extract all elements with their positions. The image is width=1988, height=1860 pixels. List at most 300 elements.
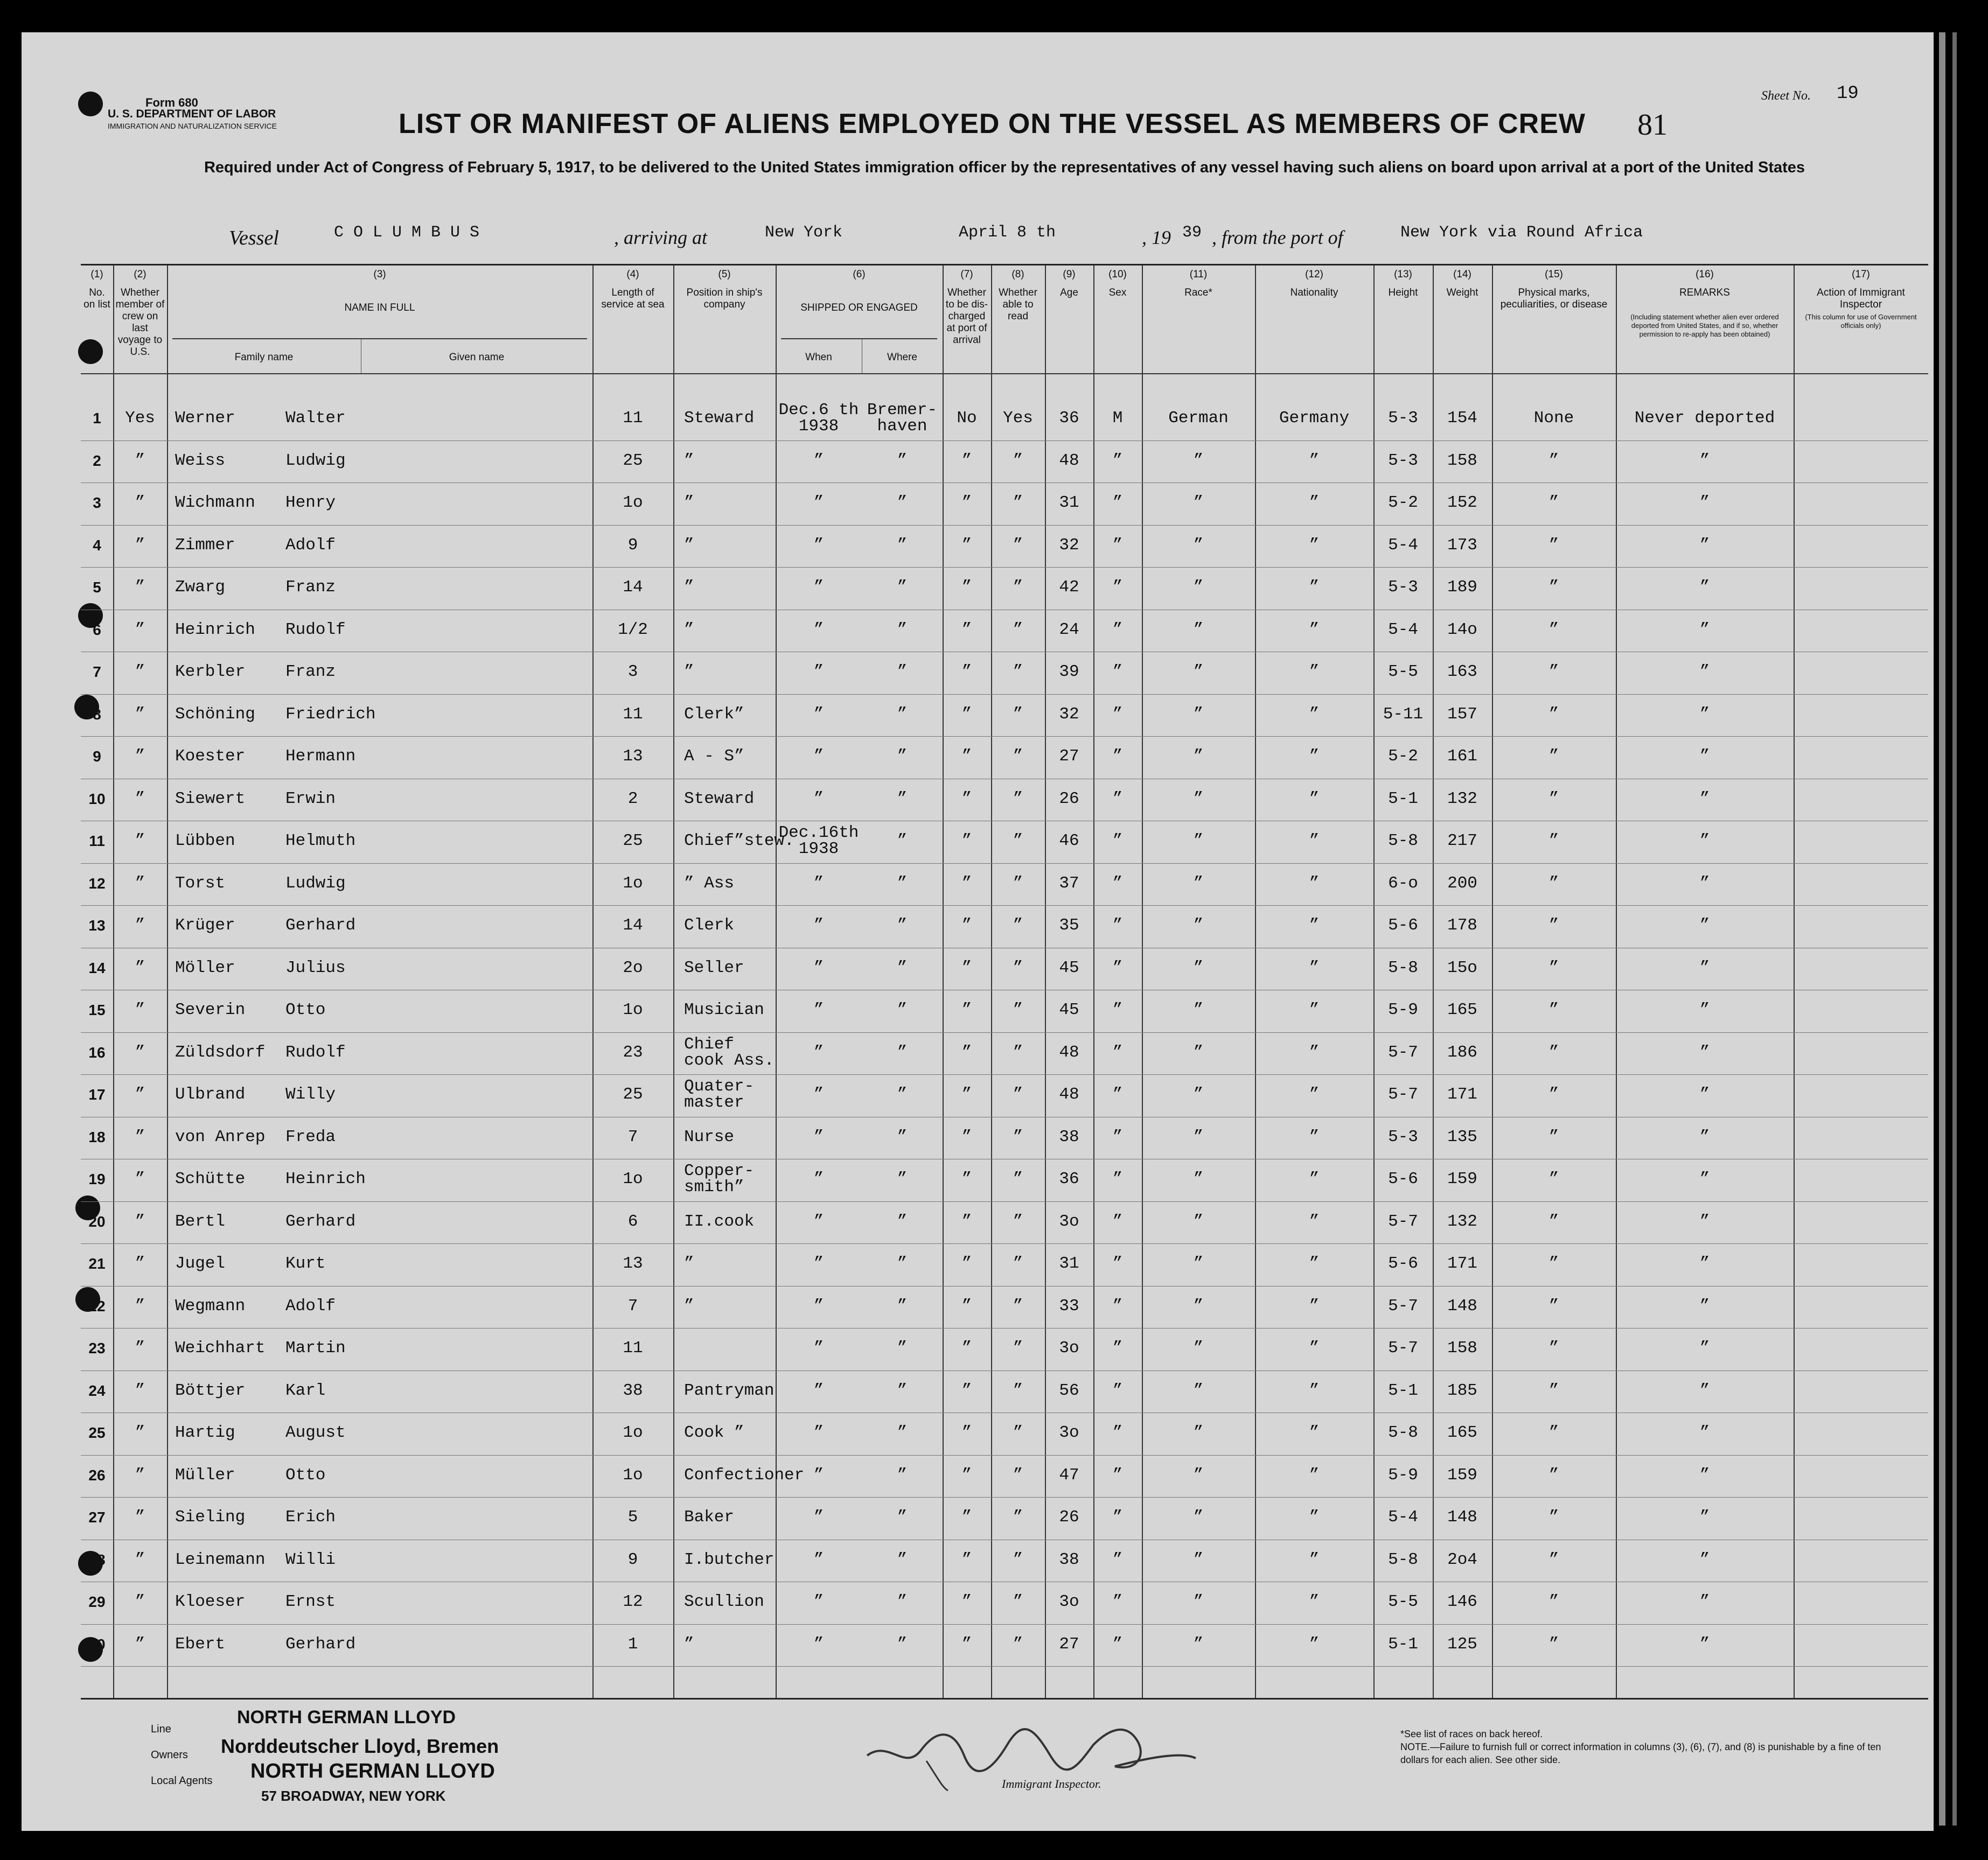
cell-weight: 15o [1447, 958, 1477, 977]
cell-weight: 158 [1447, 1339, 1477, 1358]
cell-remarks: ” [1699, 620, 1710, 639]
cell-weight: 163 [1447, 662, 1477, 681]
cell-no: 6 [93, 621, 101, 638]
cell-prev: ” [135, 535, 145, 555]
cell-service: 13 [623, 1254, 643, 1273]
cell-where: ” [897, 1043, 908, 1062]
cell-sex: ” [1112, 451, 1123, 470]
agents-stamp: NORTH GERMAN LLOYD [250, 1760, 495, 1782]
cell-no: 9 [93, 748, 101, 765]
cell-service: 14 [623, 578, 643, 597]
table-row [81, 865, 1928, 906]
cell-family: Zimmer [175, 535, 235, 555]
cell-prev: ” [135, 1339, 145, 1358]
cell-prev: ” [135, 1508, 145, 1527]
cell-age: 45 [1059, 958, 1079, 977]
cell-weight: 200 [1447, 873, 1477, 893]
cell-remarks: ” [1699, 1001, 1710, 1019]
cell-height: 5-2 [1388, 493, 1418, 512]
table-row [81, 781, 1928, 821]
line-label: Line [151, 1723, 171, 1735]
table-row [81, 823, 1928, 863]
cell-sex: ” [1112, 1127, 1123, 1146]
cell-position: Pantryman [684, 1381, 775, 1400]
cell-service: 25 [623, 451, 643, 470]
cell-sex: ” [1112, 873, 1123, 893]
cell-marks: ” [1548, 1508, 1559, 1527]
cell-nationality: ” [1309, 873, 1320, 893]
cell-height: 5-6 [1388, 1170, 1418, 1188]
cell-given: Franz [285, 662, 336, 681]
cell-where: ” [897, 1423, 908, 1442]
cell-remarks: Never deported [1634, 409, 1775, 428]
cell-remarks: ” [1699, 662, 1710, 681]
cell-height: 5-1 [1388, 1634, 1418, 1654]
vessel-label: Vessel [229, 227, 279, 249]
cell-family: Lübben [175, 831, 235, 850]
cell-family: Müller [175, 1465, 235, 1485]
cell-when: ” [813, 1634, 824, 1654]
cell-when: ” [813, 789, 824, 808]
column-header: Race* [1184, 287, 1212, 298]
cell-marks: ” [1548, 1085, 1559, 1104]
column-subheader: Family name [234, 352, 294, 363]
cell-nationality: ” [1309, 1212, 1320, 1231]
cell-height: 5-5 [1388, 1592, 1418, 1611]
cell-race: ” [1193, 1127, 1204, 1146]
cell-prev: ” [135, 1550, 145, 1569]
table-row [81, 527, 1928, 568]
cell-nationality: ” [1309, 1592, 1320, 1611]
cell-no: 29 [88, 1593, 106, 1610]
cell-nationality: ” [1309, 1170, 1320, 1188]
cell-sex: ” [1112, 1592, 1123, 1611]
cell-family: Kloeser [175, 1592, 246, 1611]
cell-given: Walter [285, 409, 346, 428]
cell-prev: ” [135, 747, 145, 766]
column-number: (14) [1453, 269, 1471, 280]
column-number: (2) [134, 269, 147, 280]
cell-read: ” [1013, 873, 1023, 893]
cell-weight: 154 [1447, 409, 1477, 428]
sheet-number: 19 [1837, 83, 1859, 104]
cell-family: Weiss [175, 451, 226, 470]
column-header: Weight [1446, 287, 1478, 298]
cell-where: ” [897, 493, 908, 512]
cell-nationality: ” [1309, 1381, 1320, 1400]
owners-label: Owners [151, 1749, 188, 1761]
cell-remarks: ” [1699, 747, 1710, 766]
cell-where: ” [897, 831, 908, 850]
cell-discharged: ” [961, 1212, 972, 1231]
cell-discharged: ” [961, 831, 972, 850]
cell-sex: ” [1112, 1423, 1123, 1442]
cell-sex: ” [1112, 535, 1123, 555]
cell-sex: ” [1112, 747, 1123, 766]
column-number: (12) [1305, 269, 1323, 280]
cell-position: Clerk” [684, 704, 744, 724]
table-row [81, 1288, 1928, 1328]
cell-discharged: No [957, 409, 977, 428]
cell-family: Sieling [175, 1508, 246, 1527]
cell-no: 15 [88, 1002, 106, 1018]
cell-service: 23 [623, 1043, 643, 1062]
cell-prev: ” [135, 916, 145, 935]
table-row [81, 1204, 1928, 1244]
cell-prev: ” [135, 831, 145, 850]
cell-age: 3o [1059, 1212, 1079, 1231]
cell-read: ” [1013, 1465, 1023, 1485]
cell-no: 19 [88, 1171, 106, 1187]
cell-when: ” [813, 1508, 824, 1527]
column-header: REMARKS [1679, 287, 1730, 298]
cell-marks: ” [1548, 1170, 1559, 1188]
cell-age: 3o [1059, 1423, 1079, 1442]
column-header: Whether to be dis-charged at port of arrival [945, 287, 988, 346]
cell-nationality: ” [1309, 704, 1320, 724]
cell-race: ” [1193, 1508, 1204, 1527]
cell-given: Rudolf [285, 620, 346, 639]
cell-remarks: ” [1699, 1339, 1710, 1358]
cell-discharged: ” [961, 1634, 972, 1654]
cell-no: 17 [88, 1086, 106, 1103]
cell-height: 5-8 [1388, 1550, 1418, 1569]
cell-nationality: ” [1309, 1043, 1320, 1062]
table-row [81, 1499, 1928, 1540]
cell-sex: ” [1112, 1550, 1123, 1569]
cell-race: ” [1193, 493, 1204, 512]
cell-where: ” [897, 1296, 908, 1316]
cell-given: Hermann [285, 747, 356, 766]
column-number: (9) [1063, 269, 1076, 280]
cell-marks: ” [1548, 1634, 1559, 1654]
column-number: (3) [373, 269, 386, 280]
cell-age: 42 [1059, 578, 1079, 597]
cell-given: Adolf [285, 535, 336, 555]
cell-position: Scullion [684, 1592, 764, 1611]
cell-read: ” [1013, 1170, 1023, 1188]
cell-height: 5-5 [1388, 662, 1418, 681]
cell-marks: ” [1548, 789, 1559, 808]
cell-marks: None [1533, 409, 1574, 428]
cell-discharged: ” [961, 1550, 972, 1569]
cell-where: ” [897, 958, 908, 977]
column-header: Length of service at sea [601, 287, 665, 310]
cell-position: ” [684, 1254, 694, 1273]
cell-where: ” [897, 1550, 908, 1569]
cell-read: ” [1013, 1296, 1023, 1316]
cell-height: 5-1 [1388, 789, 1418, 808]
cell-no: 26 [88, 1466, 106, 1484]
cell-when: ” [813, 916, 824, 935]
cell-when: ” [813, 1381, 824, 1400]
cell-race: ” [1193, 451, 1204, 470]
cell-nationality: ” [1309, 1634, 1320, 1654]
cell-weight: 157 [1447, 704, 1477, 724]
cell-sex: ” [1112, 1634, 1123, 1654]
table-row [81, 485, 1928, 525]
cell-no: 30 [88, 1635, 106, 1653]
cell-prev: ” [135, 1465, 145, 1485]
cell-discharged: ” [961, 873, 972, 893]
cell-no: 1 [93, 410, 101, 426]
cell-service: 11 [623, 1339, 643, 1358]
page-edge [1952, 32, 1957, 1826]
cell-remarks: ” [1699, 1296, 1710, 1316]
cell-discharged: ” [961, 916, 972, 935]
table-row [81, 1457, 1928, 1498]
cell-read: ” [1013, 831, 1023, 850]
punch-hole-icon [78, 92, 103, 116]
cell-remarks: ” [1699, 1127, 1710, 1146]
cell-race: German [1168, 409, 1229, 428]
cell-given: Willi [285, 1550, 336, 1569]
cell-marks: ” [1548, 704, 1559, 724]
cell-service: 1o [623, 1423, 643, 1442]
cell-sex: ” [1112, 578, 1123, 597]
cell-service: 9 [627, 535, 638, 555]
cell-prev: ” [135, 1212, 145, 1231]
cell-family: Wegmann [175, 1296, 246, 1316]
cell-marks: ” [1548, 1296, 1559, 1316]
cell-age: 46 [1059, 831, 1079, 850]
cell-discharged: ” [961, 493, 972, 512]
cell-sex: ” [1112, 831, 1123, 850]
cell-nationality: ” [1309, 451, 1320, 470]
cell-family: Ebert [175, 1634, 226, 1654]
cell-sex: ” [1112, 1465, 1123, 1485]
cell-marks: ” [1548, 1254, 1559, 1273]
cell-race: ” [1193, 1465, 1204, 1485]
owners-stamp: Norddeutscher Lloyd, Bremen [221, 1735, 499, 1757]
cell-remarks: ” [1699, 831, 1710, 850]
cell-marks: ” [1548, 1212, 1559, 1231]
cell-read: ” [1013, 1254, 1023, 1273]
column-header: Nationality [1290, 287, 1338, 298]
cell-age: 37 [1059, 873, 1079, 893]
column-number: (5) [718, 269, 731, 280]
column-header: Position in ship's company [686, 287, 763, 310]
cell-age: 3o [1059, 1339, 1079, 1358]
cell-service: 3 [627, 662, 638, 681]
cell-prev: ” [135, 578, 145, 597]
cell-marks: ” [1548, 916, 1559, 935]
cell-where: ” [897, 1127, 908, 1146]
cell-position: ” [684, 620, 694, 639]
column-header: Whether able to read [999, 287, 1037, 322]
cell-height: 5-3 [1388, 578, 1418, 597]
column-header: Action of Immigrant Inspector [1817, 287, 1905, 310]
cell-remarks: ” [1699, 1085, 1710, 1104]
cell-age: 45 [1059, 1001, 1079, 1019]
cell-read: ” [1013, 1592, 1023, 1611]
cell-position: ” [684, 1634, 694, 1654]
cell-where: ” [897, 789, 908, 808]
cell-when: ” [813, 1127, 824, 1146]
cell-prev: ” [135, 1254, 145, 1273]
cell-family: Torst [175, 873, 226, 893]
cell-height: 5-9 [1388, 1001, 1418, 1019]
cell-age: 35 [1059, 916, 1079, 935]
cell-read: Yes [1003, 409, 1033, 428]
cell-where: ” [897, 535, 908, 555]
cell-sex: ” [1112, 1043, 1123, 1062]
cell-no: 7 [93, 663, 101, 680]
cell-age: 26 [1059, 1508, 1079, 1527]
column-number: (16) [1696, 269, 1714, 280]
arriving-label: , arriving at [614, 227, 708, 248]
cell-height: 5-3 [1388, 1127, 1418, 1146]
column-number: (4) [626, 269, 639, 280]
cell-sex: ” [1112, 789, 1123, 808]
cell-when: ” [813, 704, 824, 724]
cell-weight: 186 [1447, 1043, 1477, 1062]
cell-marks: ” [1548, 1381, 1559, 1400]
cell-read: ” [1013, 451, 1023, 470]
cell-weight: 178 [1447, 916, 1477, 935]
column-subheader: When [805, 352, 832, 363]
cell-where: ” [897, 1465, 908, 1485]
cell-remarks: ” [1699, 1254, 1710, 1273]
cell-remarks: ” [1699, 916, 1710, 935]
cell-race: ” [1193, 1170, 1204, 1188]
cell-weight: 148 [1447, 1296, 1477, 1316]
cell-where: ” [897, 1085, 908, 1104]
cell-sex: ” [1112, 1085, 1123, 1104]
cell-read: ” [1013, 916, 1023, 935]
cell-position: Chief cook Ass. [684, 1034, 775, 1070]
cell-when: Dec.16th 1938 [778, 823, 859, 858]
cell-when: ” [813, 1170, 824, 1188]
cell-marks: ” [1548, 451, 1559, 470]
cell-family: Kerbler [175, 662, 246, 681]
cell-position: Copper- smith” [684, 1162, 755, 1197]
table-row [81, 950, 1928, 990]
cell-height: 5-8 [1388, 1423, 1418, 1442]
cell-no: 11 [89, 833, 105, 849]
cell-prev: ” [135, 873, 145, 893]
cell-given: Otto [285, 1001, 326, 1019]
table-row [81, 1119, 1928, 1159]
cell-read: ” [1013, 958, 1023, 977]
cell-family: Hartig [175, 1423, 235, 1442]
column-header: Age [1060, 287, 1078, 298]
cell-race: ” [1193, 1001, 1204, 1019]
cell-age: 3o [1059, 1592, 1079, 1611]
cell-marks: ” [1548, 831, 1559, 850]
cell-weight: 2o4 [1447, 1550, 1477, 1569]
from-port: New York via Round Africa [1400, 223, 1643, 242]
cell-prev: ” [135, 1423, 145, 1442]
cell-discharged: ” [961, 1254, 972, 1273]
cell-weight: 132 [1447, 789, 1477, 808]
cell-read: ” [1013, 789, 1023, 808]
cell-marks: ” [1548, 1550, 1559, 1569]
cell-no: 18 [88, 1128, 106, 1145]
cell-family: Jugel [175, 1254, 226, 1273]
cell-when: ” [813, 620, 824, 639]
cell-family: Züldsdorf [175, 1043, 266, 1062]
cell-age: 48 [1059, 1043, 1079, 1062]
cell-nationality: ” [1309, 831, 1320, 850]
cell-prev: Yes [125, 409, 155, 428]
service: IMMIGRATION AND NATURALIZATION SERVICE [108, 122, 277, 130]
cell-read: ” [1013, 1339, 1023, 1358]
cell-family: Koester [175, 747, 246, 766]
cell-marks: ” [1548, 958, 1559, 977]
cell-height: 5-8 [1388, 831, 1418, 850]
cell-when: ” [813, 1550, 824, 1569]
cell-race: ” [1193, 873, 1204, 893]
cell-remarks: ” [1699, 1212, 1710, 1231]
column-number: (7) [960, 269, 973, 280]
cell-service: 1o [623, 1465, 643, 1485]
cell-read: ” [1013, 1043, 1023, 1062]
cell-no: 14 [88, 959, 106, 976]
table-row [81, 1246, 1928, 1286]
year-prefix: , 19 [1142, 227, 1171, 248]
column-header: Whether member of crew on last voyage to U.S. [115, 287, 165, 358]
cell-prev: ” [135, 704, 145, 724]
cell-position: I.butcher [684, 1550, 775, 1569]
cell-weight: 165 [1447, 1001, 1477, 1019]
cell-position: A - S” [684, 747, 744, 766]
column-number: (17) [1852, 269, 1870, 280]
cell-given: Karl [285, 1381, 326, 1400]
cell-service: 1o [623, 1170, 643, 1188]
cell-when: ” [813, 747, 824, 766]
cell-service: 6 [627, 1212, 638, 1231]
cell-race: ” [1193, 704, 1204, 724]
cell-service: 7 [627, 1127, 638, 1146]
cell-no: 16 [88, 1044, 106, 1061]
cell-prev: ” [135, 493, 145, 512]
cell-where: ” [897, 578, 908, 597]
cell-no: 4 [93, 536, 101, 554]
cell-nationality: ” [1309, 1339, 1320, 1358]
column-number: (6) [853, 269, 866, 280]
cell-service: 14 [623, 916, 643, 935]
cell-given: Julius [285, 958, 346, 977]
inspector-label: Immigrant Inspector. [1002, 1777, 1101, 1791]
cell-height: 5-9 [1388, 1465, 1418, 1485]
cell-discharged: ” [961, 958, 972, 977]
manifest-page [22, 32, 1934, 1831]
table-row [81, 1076, 1928, 1117]
form-number: Form 680 [145, 96, 198, 109]
cell-prev: ” [135, 958, 145, 977]
cell-position: ” Ass [684, 873, 735, 893]
cell-read: ” [1013, 578, 1023, 597]
cell-weight: 161 [1447, 747, 1477, 766]
cell-given: Martin [285, 1339, 346, 1358]
cell-position: Seller [684, 958, 744, 977]
cell-marks: ” [1548, 1001, 1559, 1019]
cell-prev: ” [135, 1127, 145, 1146]
cell-nationality: ” [1309, 1001, 1320, 1019]
cell-discharged: ” [961, 1170, 972, 1188]
cell-service: 9 [627, 1550, 638, 1569]
cell-service: 25 [623, 1085, 643, 1104]
cell-no: 8 [93, 705, 101, 723]
cell-nationality: ” [1309, 620, 1320, 639]
table-row [81, 738, 1928, 779]
cell-sex: ” [1112, 1339, 1123, 1358]
table-row [81, 1415, 1928, 1455]
cell-family: Bertl [175, 1212, 226, 1231]
cell-marks: ” [1548, 1127, 1559, 1146]
cell-when: ” [813, 662, 824, 681]
